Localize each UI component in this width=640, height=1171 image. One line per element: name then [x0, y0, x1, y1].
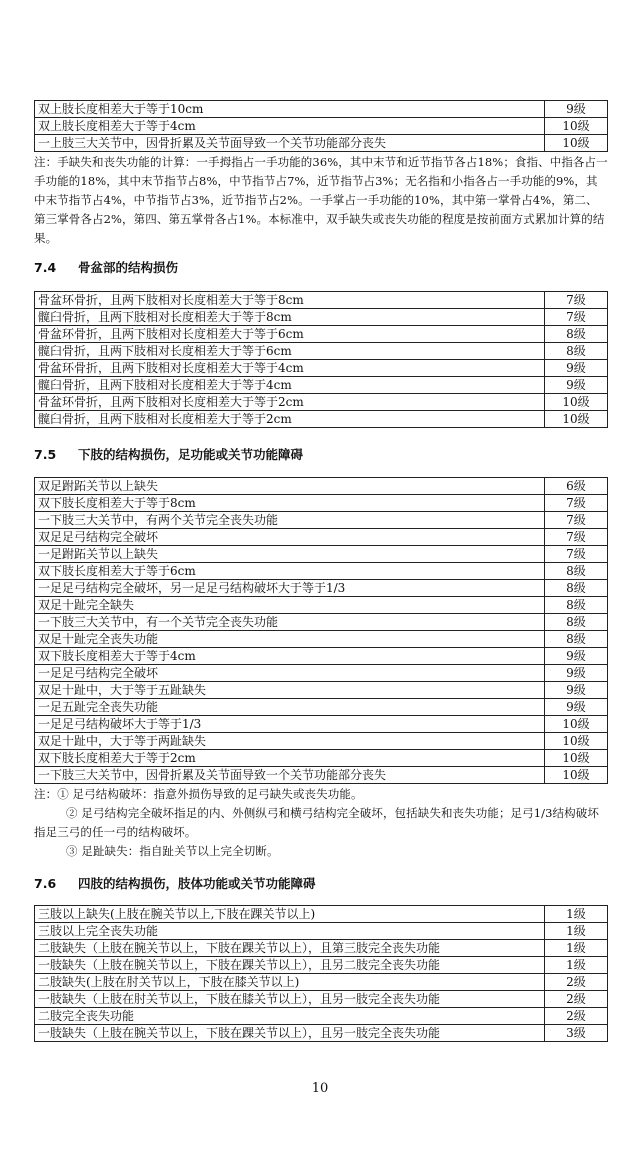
injury-description: 一肢缺失（上肢在腕关节以上，下肢在踝关节以上），且另一肢完全丧失功能: [35, 1025, 545, 1042]
table-row: [35, 309, 608, 326]
page-number: 10: [311, 1081, 329, 1096]
injury-description: 二肢缺失（上肢在腕关节以上，下肢在踝关节以上），且第三肢完全丧失功能: [35, 940, 545, 957]
disability-level: 10级: [545, 118, 608, 135]
section-title: 骨盆部的结构损伤: [78, 260, 179, 275]
table-row: [35, 529, 608, 546]
injury-description: 二肢缺失(上肢在肘关节以上，下肢在膝关节以上): [35, 974, 545, 991]
table-row: [35, 101, 608, 118]
section-number: 7.5: [34, 447, 57, 462]
section-number: 7.6: [34, 876, 57, 891]
injury-description: 一上肢三大关节中，因骨折累及关节面导致一个关节功能部分丧失: [35, 135, 545, 152]
section-heading-7-4: [34, 258, 608, 278]
table-row: [35, 326, 608, 343]
table-row: [35, 716, 608, 733]
disability-level: 10级: [545, 733, 608, 750]
disability-level: 9级: [545, 101, 608, 118]
injury-description: 双下肢长度相差大于等于6cm: [35, 563, 545, 580]
disability-level: 8级: [545, 580, 608, 597]
table-row: [35, 495, 608, 512]
disability-level: 10级: [545, 411, 608, 428]
disability-level: 3级: [545, 1025, 608, 1042]
disability-level: 2级: [545, 1008, 608, 1025]
disability-level: 10级: [545, 394, 608, 411]
injury-description: 双足十趾完全缺失: [35, 597, 545, 614]
disability-level: 7级: [545, 292, 608, 309]
disability-level: 8级: [545, 597, 608, 614]
hand-function-note: [34, 153, 608, 248]
section-heading-7-5: [34, 445, 608, 465]
disability-level: 8级: [545, 326, 608, 343]
injury-description: 一下肢三大关节中，有一个关节完全丧失功能: [35, 614, 545, 631]
injury-description: 一肢缺失（上肢在肘关节以上，下肢在膝关节以上），且另一肢完全丧失功能: [35, 991, 545, 1008]
injury-description: 骨盆环骨折，且两下肢相对长度相差大于等于8cm: [35, 292, 545, 309]
injury-description: 一足五趾完全丧失功能: [35, 699, 545, 716]
injury-description: 双足跗跖关节以上缺失: [35, 478, 545, 495]
table-row: [35, 665, 608, 682]
disability-level: 8级: [545, 631, 608, 648]
disability-level: 1级: [545, 906, 608, 923]
injury-description: 一下肢三大关节中，因骨折累及关节面导致一个关节功能部分丧失: [35, 767, 545, 784]
disability-level: 1级: [545, 957, 608, 974]
table-row: [35, 733, 608, 750]
disability-level: 6级: [545, 478, 608, 495]
injury-description: 双上肢长度相差大于等于4cm: [35, 118, 545, 135]
table-row: [35, 631, 608, 648]
disability-level: 7级: [545, 546, 608, 563]
injury-description: 双下肢长度相差大于等于4cm: [35, 648, 545, 665]
injury-description: 髋臼骨折，且两下肢相对长度相差大于等于8cm: [35, 309, 545, 326]
disability-level: 9级: [545, 648, 608, 665]
injury-description: 骨盆环骨折，且两下肢相对长度相差大于等于6cm: [35, 326, 545, 343]
injury-description: 一足跗跖关节以上缺失: [35, 546, 545, 563]
section-number: 7.4: [34, 260, 57, 275]
table-row: [35, 512, 608, 529]
injury-description: 一足足弓结构完全破坏，另一足足弓结构破坏大于等于1/3: [35, 580, 545, 597]
table-row: [35, 940, 608, 957]
table-row: [35, 614, 608, 631]
grade-table-pelvis: [34, 291, 608, 428]
injury-description: 髋臼骨折，且两下肢相对长度相差大于等于6cm: [35, 343, 545, 360]
disability-level: 10级: [545, 767, 608, 784]
disability-level: 2级: [545, 974, 608, 991]
note-item-3: ③ 足趾缺失：指自趾关节以上完全切断。: [66, 844, 279, 858]
table-row: [35, 767, 608, 784]
table-row: [35, 546, 608, 563]
disability-level: 10级: [545, 716, 608, 733]
injury-description: 一下肢三大关节中，有两个关节完全丧失功能: [35, 512, 545, 529]
table-row: [35, 580, 608, 597]
disability-level: 7级: [545, 495, 608, 512]
section-title: 四肢的结构损伤，肢体功能或关节功能障碍: [78, 876, 316, 891]
disability-level: 7级: [545, 529, 608, 546]
table-row: [35, 974, 608, 991]
injury-description: 骨盆环骨折，且两下肢相对长度相差大于等于4cm: [35, 360, 545, 377]
table-row: [35, 135, 608, 152]
note-item-1: 注：① 足弓结构破坏：指意外损伤导致的足弓缺失或丧失功能。: [34, 787, 363, 801]
table-row: [35, 991, 608, 1008]
table-row: [35, 923, 608, 940]
table-row: [35, 1008, 608, 1025]
injury-description: 双足足弓结构完全破坏: [35, 529, 545, 546]
injury-description: 髋臼骨折，且两下肢相对长度相差大于等于2cm: [35, 411, 545, 428]
disability-level: 7级: [545, 512, 608, 529]
table-row: [35, 118, 608, 135]
note-text: 注：手缺失和丧失功能的计算：一手拇指占一手功能的36%，其中末节和近节指节各占18%；食指、中指各占一手功能的18%，其中末节指节占8%，中节指节占7%，近节指节占3%；无名指和小指各占一手功能的9%，其中末节指节占4%，中节指节占3%，近节指节占2%。一手掌占一手功能的10%，其中第一掌骨占4%，第二、第三掌骨各占2%，第四、第五掌骨各占1%。本标准中，双手缺失或丧失功能的程度是按前面方式累加计算的结果。: [34, 155, 608, 245]
table-row: [35, 648, 608, 665]
table-row: [35, 377, 608, 394]
injury-description: 三肢以上完全丧失功能: [35, 923, 545, 940]
disability-level: 9级: [545, 360, 608, 377]
disability-level: 10级: [545, 750, 608, 767]
grade-table-limbs: [34, 905, 608, 1042]
disability-level: 8级: [545, 614, 608, 631]
disability-level: 9级: [545, 699, 608, 716]
injury-description: 双足十趾中，大于等于五趾缺失: [35, 682, 545, 699]
injury-description: 二肢完全丧失功能: [35, 1008, 545, 1025]
table-row: [35, 682, 608, 699]
disability-level: 8级: [545, 563, 608, 580]
injury-description: 一肢缺失（上肢在腕关节以上，下肢在踝关节以上），且另二肢完全丧失功能: [35, 957, 545, 974]
injury-description: 双上肢长度相差大于等于10cm: [35, 101, 545, 118]
disability-level: 8级: [545, 343, 608, 360]
injury-description: 双足十趾中，大于等于两趾缺失: [35, 733, 545, 750]
table-row: [35, 1025, 608, 1042]
disability-level: 9级: [545, 665, 608, 682]
injury-description: 骨盆环骨折，且两下肢相对长度相差大于等于2cm: [35, 394, 545, 411]
table-row: [35, 957, 608, 974]
injury-description: 髋臼骨折，且两下肢相对长度相差大于等于4cm: [35, 377, 545, 394]
disability-level: 1级: [545, 940, 608, 957]
disability-level: 10级: [545, 135, 608, 152]
injury-description: 一足足弓结构破坏大于等于1/3: [35, 716, 545, 733]
injury-description: 三肢以上缺失(上肢在腕关节以上,下肢在踝关节以上): [35, 906, 545, 923]
disability-level: 2级: [545, 991, 608, 1008]
disability-level: 9级: [545, 682, 608, 699]
page-content: [34, 100, 608, 1042]
disability-level: 1级: [545, 923, 608, 940]
injury-description: 双下肢长度相差大于等于8cm: [35, 495, 545, 512]
section-title: 下肢的结构损伤，足功能或关节功能障碍: [78, 447, 304, 462]
table-row: [35, 906, 608, 923]
table-row: [35, 394, 608, 411]
foot-arch-note: [34, 785, 608, 861]
table-row: [35, 699, 608, 716]
table-row: [35, 343, 608, 360]
disability-level: 7级: [545, 309, 608, 326]
grade-table-upper-limb: [34, 100, 608, 152]
table-row: [35, 750, 608, 767]
table-row: [35, 597, 608, 614]
injury-description: 双足十趾完全丧失功能: [35, 631, 545, 648]
table-row: [35, 360, 608, 377]
table-row: [35, 563, 608, 580]
table-row: [35, 292, 608, 309]
injury-description: 一足足弓结构完全破坏: [35, 665, 545, 682]
grade-table-lower-limb: [34, 477, 608, 784]
note-item-2: ② 足弓结构完全破坏指足的内、外侧纵弓和横弓结构完全破坏，包括缺失和丧失功能；足弓1/3结构破坏指足三弓的任一弓的结构破坏。: [34, 806, 599, 839]
injury-description: 双下肢长度相差大于等于2cm: [35, 750, 545, 767]
section-heading-7-6: [34, 874, 608, 894]
table-row: [35, 411, 608, 428]
disability-level: 9级: [545, 377, 608, 394]
table-row: [35, 478, 608, 495]
